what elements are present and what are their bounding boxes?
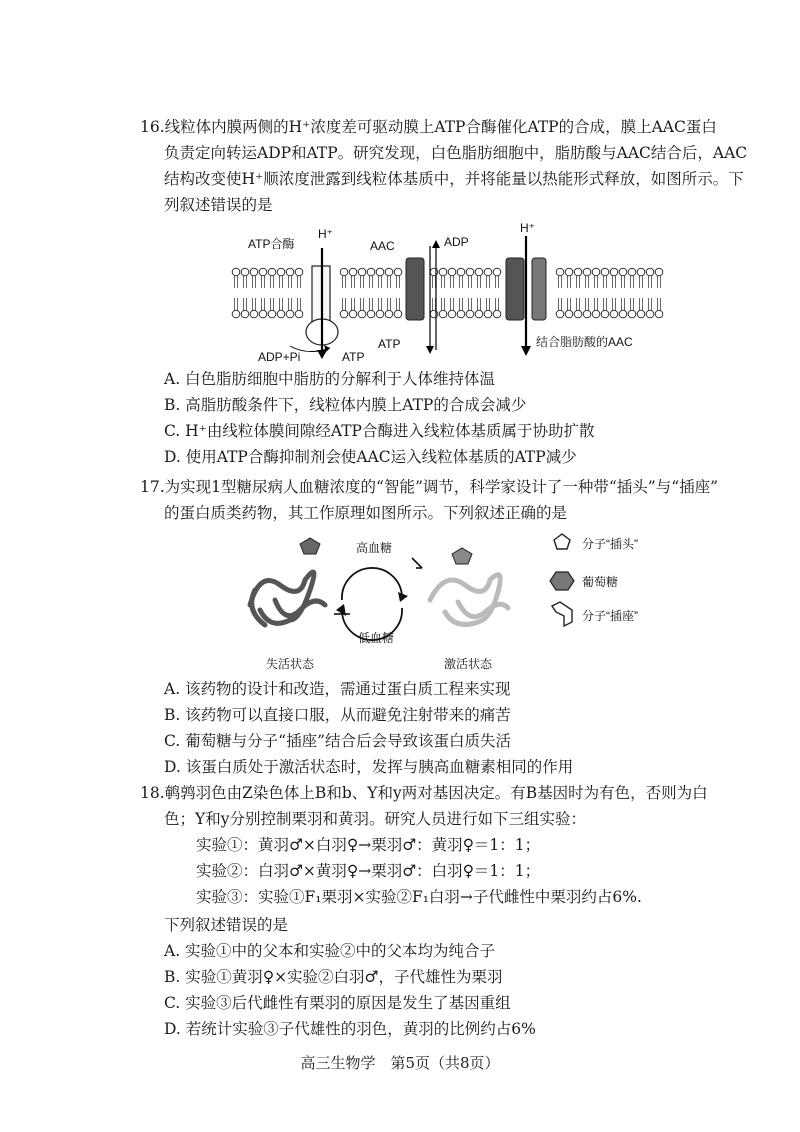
- q16-line-2: 负责定向转运ADP和ATP。研究发现，白色脂肪细胞中，脂肪酸与AAC结合后，AAC: [164, 144, 748, 162]
- legend-plug-label: 分子“插头”: [582, 537, 638, 551]
- q16-line-3: 结构改变使H⁺顺浓度泄露到线粒体基质中，并将能量以热能形式释放，如图所示。下: [164, 170, 744, 188]
- q18-option-d: D. 若统计实验③子代雄性的羽色，黄羽的比例约占6%: [164, 1020, 536, 1038]
- q17-line-1: 17.为实现1型糖尿病人血糖浓度的“智能”调节，科学家设计了一种带“插头”与“插座”: [140, 478, 719, 496]
- q17-option-b: B. 该药物可以直接口服，从而避免注射带来的痛苦: [164, 706, 511, 724]
- q18-number: 18.: [140, 784, 165, 802]
- low-glucose-label: 低血糖: [358, 631, 395, 645]
- q18-stem: 下列叙述错误的是: [164, 916, 289, 934]
- plug-on-inactive: [300, 538, 320, 554]
- atp-label-1: ATP: [342, 350, 365, 364]
- q18-option-c: C. 实验③后代雌性有栗羽的原因是发生了基因重组: [164, 994, 511, 1012]
- aac-protein-2: [506, 258, 524, 320]
- q18-experiment-2: 实验②：白羽♂×黄羽♀→栗羽♂：白羽♀＝1：1；: [196, 862, 541, 880]
- q16-option-a: A. 白色脂肪细胞中脂肪的分解利于人体维持体温: [164, 370, 496, 388]
- legend-plug-icon: [554, 534, 570, 549]
- protein-figure: [230, 530, 700, 675]
- fatty-acid-aac-label: 结合脂肪酸的AAC: [536, 335, 633, 349]
- q18-experiment-3: 实验③：实验①F₁栗羽×实验②F₁白羽→子代雌性中栗羽约占6%.: [196, 888, 642, 906]
- q18-option-a: A. 实验①中的父本和实验②中的父本均为纯合子: [164, 942, 496, 960]
- q17-option-d: D. 该蛋白质处于激活状态时，发挥与胰高血糖素相同的作用: [164, 758, 574, 776]
- adp-pi-label: ADP+Pi: [258, 350, 301, 364]
- inactive-state-label: 失活状态: [266, 657, 315, 671]
- q16-line-4: 列叙述错误的是: [164, 196, 273, 214]
- high-glucose-label: 高血糖: [356, 541, 393, 555]
- aac-label: AAC: [370, 239, 395, 253]
- page-footer: 高三生物学 第5页（共8页）: [300, 1054, 500, 1072]
- q16-option-c: C. H⁺由线粒体膜间隙经ATP合酶进入线粒体基质属于协助扩散: [164, 422, 595, 440]
- active-state-label: 激活状态: [444, 657, 493, 671]
- q17-line-2: 的蛋白质类药物，其工作原理如图所示。下列叙述正确的是: [164, 504, 568, 522]
- plug-free: [452, 548, 472, 564]
- atp-label-2: ATP: [378, 337, 401, 351]
- q16-number: 16.: [140, 118, 165, 136]
- h-plus-left-label: H⁺: [318, 227, 333, 241]
- q17-option-a: A. 该药物的设计和改造，需通过蛋白质工程来实现: [164, 680, 511, 698]
- q16-line-1: 16.线粒体内膜两侧的H⁺浓度差可驱动膜上ATP合酶催化ATP的合成，膜上AAC蛋白: [140, 118, 717, 136]
- q16-option-d: D. 使用ATP合酶抑制剂会使AAC运入线粒体基质的ATP减少: [164, 448, 577, 466]
- q17-number: 17.: [140, 478, 165, 496]
- q18-line-2: 色；Y和y分别控制栗羽和黄羽。研究人员进行如下三组实验：: [164, 810, 586, 828]
- inactive-protein: [250, 572, 325, 625]
- cycle-arrows: [342, 568, 402, 640]
- active-protein: [430, 575, 508, 625]
- legend-socket-icon: [552, 602, 572, 626]
- legend-socket-label: 分子“插座”: [582, 609, 638, 623]
- membrane-figure: [230, 222, 670, 367]
- lipid-bilayer: [232, 268, 663, 318]
- h-plus-right-label: H⁺: [520, 222, 535, 235]
- fatty-acid-aac: [532, 258, 546, 320]
- q18-option-b: B. 实验①黄羽♀×实验②白羽♂，子代雄性为栗羽: [164, 968, 503, 986]
- q18-line-1: 18.鹌鹑羽色由Z染色体上B和b、Y和y两对基因决定。有B基因时为有色，否则为白: [140, 784, 708, 802]
- aac-protein: [406, 258, 424, 320]
- q18-experiment-1: 实验①：黄羽♂×白羽♀→栗羽♂：黄羽♀＝1：1；: [196, 836, 541, 854]
- q16-option-b: B. 高脂肪酸条件下，线粒体内膜上ATP的合成会减少: [164, 396, 527, 414]
- legend-glucose-label: 葡萄糖: [582, 575, 619, 589]
- q17-option-c: C. 葡萄糖与分子“插座”结合后会导致该蛋白质失活: [164, 732, 512, 750]
- atp-synthase-label: ATP合酶: [248, 237, 295, 251]
- legend-glucose-icon: [550, 572, 574, 590]
- adp-label: ADP: [444, 235, 469, 249]
